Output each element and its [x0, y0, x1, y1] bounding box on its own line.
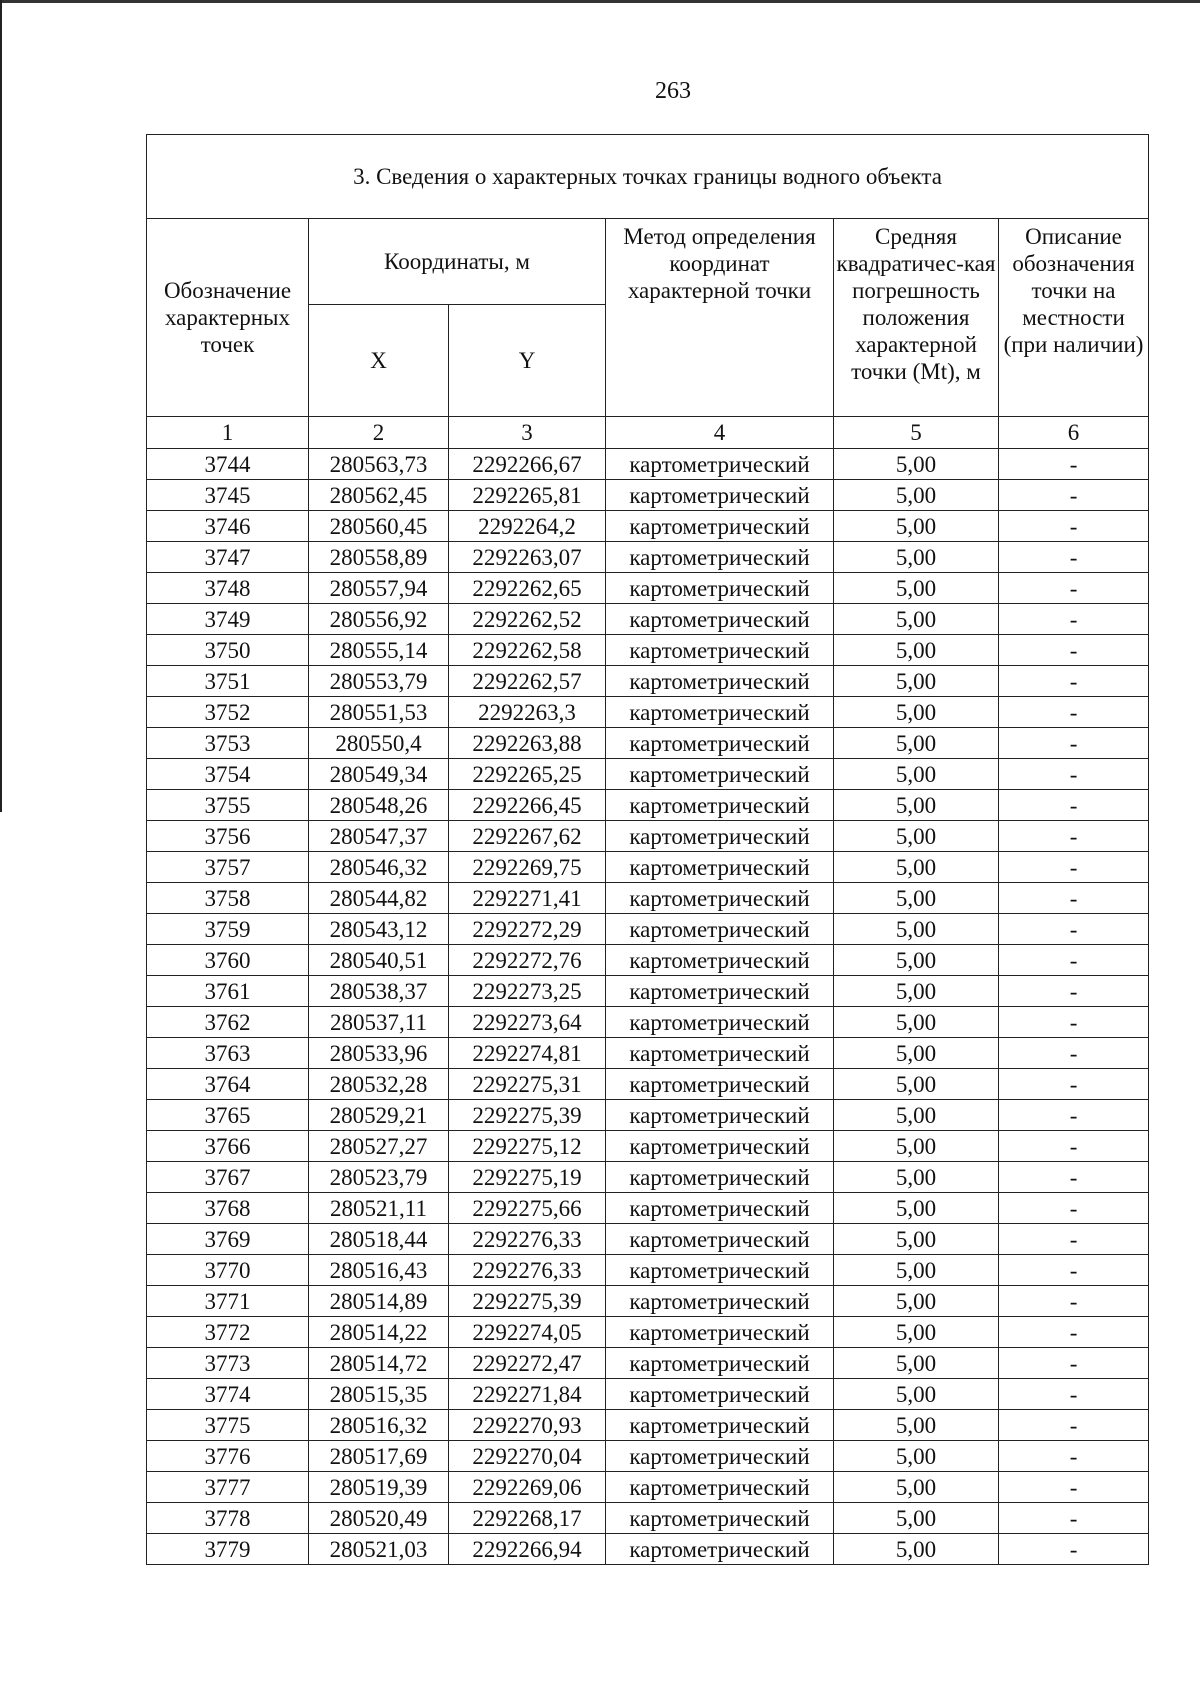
- method-cell: картометрический: [606, 480, 834, 511]
- mean-error-cell: 5,00: [834, 1069, 999, 1100]
- column-numbers-row: [147, 417, 1149, 449]
- mean-error-cell: 5,00: [834, 1255, 999, 1286]
- table-row: [147, 1100, 1149, 1131]
- x-coordinate-cell: 280547,37: [309, 821, 449, 852]
- method-cell: картометрический: [606, 1410, 834, 1441]
- table-row: [147, 542, 1149, 573]
- column-number: 1: [147, 417, 309, 449]
- y-coordinate-cell: 2292262,57: [449, 666, 606, 697]
- mean-error-cell: 5,00: [834, 759, 999, 790]
- description-cell: -: [999, 1193, 1149, 1224]
- point-id-cell: 3764: [147, 1069, 309, 1100]
- point-id-cell: 3754: [147, 759, 309, 790]
- point-id-cell: 3766: [147, 1131, 309, 1162]
- description-cell: -: [999, 697, 1149, 728]
- table-row: [147, 1317, 1149, 1348]
- method-cell: картометрический: [606, 1100, 834, 1131]
- table-row: [147, 728, 1149, 759]
- description-cell: -: [999, 1410, 1149, 1441]
- description-cell: -: [999, 1317, 1149, 1348]
- header-mean-error: Средняя квадратичес-кая погрешность положения характерной точки (Mt), м: [834, 219, 999, 417]
- method-cell: картометрический: [606, 573, 834, 604]
- table-row: [147, 976, 1149, 1007]
- table-row: [147, 1286, 1149, 1317]
- table-title: 3. Сведения о характерных точках границы водного объекта: [147, 135, 1149, 219]
- x-coordinate-cell: 280514,22: [309, 1317, 449, 1348]
- table-row: [147, 914, 1149, 945]
- scan-top-edge: [0, 0, 1200, 3]
- y-coordinate-cell: 2292267,62: [449, 821, 606, 852]
- y-coordinate-cell: 2292270,04: [449, 1441, 606, 1472]
- header-point-designation: Обозначение характерных точек: [147, 219, 309, 417]
- point-id-cell: 3775: [147, 1410, 309, 1441]
- point-id-cell: 3776: [147, 1441, 309, 1472]
- point-id-cell: 3745: [147, 480, 309, 511]
- x-coordinate-cell: 280543,12: [309, 914, 449, 945]
- x-coordinate-cell: 280521,11: [309, 1193, 449, 1224]
- y-coordinate-cell: 2292271,41: [449, 883, 606, 914]
- x-coordinate-cell: 280562,45: [309, 480, 449, 511]
- y-coordinate-cell: 2292272,76: [449, 945, 606, 976]
- header-method: Метод определения координат характерной точки: [606, 219, 834, 417]
- table-row: [147, 480, 1149, 511]
- y-coordinate-cell: 2292272,47: [449, 1348, 606, 1379]
- description-cell: -: [999, 1162, 1149, 1193]
- method-cell: картометрический: [606, 1255, 834, 1286]
- x-coordinate-cell: 280520,49: [309, 1503, 449, 1534]
- mean-error-cell: 5,00: [834, 1286, 999, 1317]
- description-cell: -: [999, 604, 1149, 635]
- method-cell: картометрический: [606, 1534, 834, 1565]
- description-cell: -: [999, 1286, 1149, 1317]
- description-cell: -: [999, 945, 1149, 976]
- description-cell: -: [999, 1100, 1149, 1131]
- point-id-cell: 3765: [147, 1100, 309, 1131]
- method-cell: картометрический: [606, 852, 834, 883]
- mean-error-cell: 5,00: [834, 1503, 999, 1534]
- description-cell: -: [999, 480, 1149, 511]
- method-cell: картометрический: [606, 883, 834, 914]
- point-id-cell: 3761: [147, 976, 309, 1007]
- y-coordinate-cell: 2292263,88: [449, 728, 606, 759]
- x-coordinate-cell: 280557,94: [309, 573, 449, 604]
- method-cell: картометрический: [606, 697, 834, 728]
- description-cell: -: [999, 1472, 1149, 1503]
- mean-error-cell: 5,00: [834, 1131, 999, 1162]
- method-cell: картометрический: [606, 1379, 834, 1410]
- description-cell: -: [999, 511, 1149, 542]
- description-cell: -: [999, 976, 1149, 1007]
- x-coordinate-cell: 280521,03: [309, 1534, 449, 1565]
- y-coordinate-cell: 2292263,3: [449, 697, 606, 728]
- y-coordinate-cell: 2292276,33: [449, 1255, 606, 1286]
- description-cell: -: [999, 573, 1149, 604]
- point-id-cell: 3771: [147, 1286, 309, 1317]
- description-cell: -: [999, 1379, 1149, 1410]
- y-coordinate-cell: 2292275,19: [449, 1162, 606, 1193]
- point-id-cell: 3762: [147, 1007, 309, 1038]
- x-coordinate-cell: 280537,11: [309, 1007, 449, 1038]
- y-coordinate-cell: 2292274,81: [449, 1038, 606, 1069]
- mean-error-cell: 5,00: [834, 604, 999, 635]
- point-id-cell: 3746: [147, 511, 309, 542]
- point-id-cell: 3753: [147, 728, 309, 759]
- y-coordinate-cell: 2292266,45: [449, 790, 606, 821]
- table-row: [147, 1069, 1149, 1100]
- point-id-cell: 3768: [147, 1193, 309, 1224]
- method-cell: картометрический: [606, 1038, 834, 1069]
- method-cell: картометрический: [606, 728, 834, 759]
- table-row: [147, 1162, 1149, 1193]
- x-coordinate-cell: 280516,32: [309, 1410, 449, 1441]
- x-coordinate-cell: 280560,45: [309, 511, 449, 542]
- mean-error-cell: 5,00: [834, 666, 999, 697]
- table-row: [147, 1410, 1149, 1441]
- x-coordinate-cell: 280548,26: [309, 790, 449, 821]
- mean-error-cell: 5,00: [834, 1193, 999, 1224]
- method-cell: картометрический: [606, 604, 834, 635]
- mean-error-cell: 5,00: [834, 1379, 999, 1410]
- y-coordinate-cell: 2292262,52: [449, 604, 606, 635]
- y-coordinate-cell: 2292263,07: [449, 542, 606, 573]
- description-cell: -: [999, 666, 1149, 697]
- table-row: [147, 1379, 1149, 1410]
- mean-error-cell: 5,00: [834, 449, 999, 480]
- description-cell: -: [999, 1038, 1149, 1069]
- mean-error-cell: 5,00: [834, 945, 999, 976]
- x-coordinate-cell: 280540,51: [309, 945, 449, 976]
- table-row: [147, 1007, 1149, 1038]
- description-cell: -: [999, 1069, 1149, 1100]
- table-row: [147, 697, 1149, 728]
- column-number: 5: [834, 417, 999, 449]
- method-cell: картометрический: [606, 1131, 834, 1162]
- method-cell: картометрический: [606, 542, 834, 573]
- column-number: 3: [449, 417, 606, 449]
- point-id-cell: 3749: [147, 604, 309, 635]
- x-coordinate-cell: 280532,28: [309, 1069, 449, 1100]
- x-coordinate-cell: 280514,89: [309, 1286, 449, 1317]
- description-cell: -: [999, 852, 1149, 883]
- point-id-cell: 3758: [147, 883, 309, 914]
- point-id-cell: 3750: [147, 635, 309, 666]
- description-cell: -: [999, 728, 1149, 759]
- table-row: [147, 1038, 1149, 1069]
- point-id-cell: 3773: [147, 1348, 309, 1379]
- mean-error-cell: 5,00: [834, 914, 999, 945]
- table-row: [147, 666, 1149, 697]
- point-id-cell: 3769: [147, 1224, 309, 1255]
- x-coordinate-cell: 280517,69: [309, 1441, 449, 1472]
- point-id-cell: 3777: [147, 1472, 309, 1503]
- table-row: [147, 883, 1149, 914]
- boundary-points-table: [146, 134, 1149, 1565]
- method-cell: картометрический: [606, 1472, 834, 1503]
- x-coordinate-cell: 280546,32: [309, 852, 449, 883]
- y-coordinate-cell: 2292269,06: [449, 1472, 606, 1503]
- table-row: [147, 1255, 1149, 1286]
- column-number: 4: [606, 417, 834, 449]
- y-coordinate-cell: 2292262,58: [449, 635, 606, 666]
- mean-error-cell: 5,00: [834, 728, 999, 759]
- mean-error-cell: 5,00: [834, 697, 999, 728]
- mean-error-cell: 5,00: [834, 790, 999, 821]
- method-cell: картометрический: [606, 945, 834, 976]
- description-cell: -: [999, 1503, 1149, 1534]
- column-number: 2: [309, 417, 449, 449]
- table-row: [147, 1441, 1149, 1472]
- method-cell: картометрический: [606, 1503, 834, 1534]
- x-coordinate-cell: 280550,4: [309, 728, 449, 759]
- mean-error-cell: 5,00: [834, 480, 999, 511]
- table-row: [147, 1193, 1149, 1224]
- mean-error-cell: 5,00: [834, 883, 999, 914]
- table-row: [147, 511, 1149, 542]
- point-id-cell: 3752: [147, 697, 309, 728]
- mean-error-cell: 5,00: [834, 573, 999, 604]
- mean-error-cell: 5,00: [834, 1441, 999, 1472]
- method-cell: картометрический: [606, 914, 834, 945]
- page-number: 263: [655, 78, 691, 104]
- header-coordinates: Координаты, м: [309, 219, 606, 305]
- y-coordinate-cell: 2292262,65: [449, 573, 606, 604]
- scan-left-edge: [0, 0, 2, 812]
- point-id-cell: 3759: [147, 914, 309, 945]
- mean-error-cell: 5,00: [834, 542, 999, 573]
- column-number: 6: [999, 417, 1149, 449]
- method-cell: картометрический: [606, 666, 834, 697]
- table-row: [147, 1534, 1149, 1565]
- x-coordinate-cell: 280515,35: [309, 1379, 449, 1410]
- y-coordinate-cell: 2292275,39: [449, 1286, 606, 1317]
- method-cell: картометрический: [606, 1286, 834, 1317]
- mean-error-cell: 5,00: [834, 821, 999, 852]
- mean-error-cell: 5,00: [834, 1162, 999, 1193]
- y-coordinate-cell: 2292273,25: [449, 976, 606, 1007]
- description-cell: -: [999, 883, 1149, 914]
- mean-error-cell: 5,00: [834, 1410, 999, 1441]
- table-row: [147, 573, 1149, 604]
- x-coordinate-cell: 280516,43: [309, 1255, 449, 1286]
- table-row: [147, 604, 1149, 635]
- x-coordinate-cell: 280551,53: [309, 697, 449, 728]
- x-coordinate-cell: 280553,79: [309, 666, 449, 697]
- mean-error-cell: 5,00: [834, 976, 999, 1007]
- y-coordinate-cell: 2292265,25: [449, 759, 606, 790]
- x-coordinate-cell: 280555,14: [309, 635, 449, 666]
- method-cell: картометрический: [606, 821, 834, 852]
- mean-error-cell: 5,00: [834, 1534, 999, 1565]
- mean-error-cell: 5,00: [834, 635, 999, 666]
- method-cell: картометрический: [606, 1007, 834, 1038]
- point-id-cell: 3774: [147, 1379, 309, 1410]
- x-coordinate-cell: 280563,73: [309, 449, 449, 480]
- description-cell: -: [999, 1534, 1149, 1565]
- description-cell: -: [999, 1224, 1149, 1255]
- y-coordinate-cell: 2292265,81: [449, 480, 606, 511]
- description-cell: -: [999, 542, 1149, 573]
- table-row: [147, 449, 1149, 480]
- mean-error-cell: 5,00: [834, 1007, 999, 1038]
- y-coordinate-cell: 2292275,66: [449, 1193, 606, 1224]
- description-cell: -: [999, 1255, 1149, 1286]
- table-row: [147, 790, 1149, 821]
- table-body: [147, 449, 1149, 1565]
- method-cell: картометрический: [606, 1317, 834, 1348]
- point-id-cell: 3757: [147, 852, 309, 883]
- y-coordinate-cell: 2292276,33: [449, 1224, 606, 1255]
- point-id-cell: 3778: [147, 1503, 309, 1534]
- method-cell: картометрический: [606, 1162, 834, 1193]
- point-id-cell: 3744: [147, 449, 309, 480]
- description-cell: -: [999, 1441, 1149, 1472]
- x-coordinate-cell: 280558,89: [309, 542, 449, 573]
- point-id-cell: 3767: [147, 1162, 309, 1193]
- method-cell: картометрический: [606, 511, 834, 542]
- description-cell: -: [999, 914, 1149, 945]
- description-cell: -: [999, 1348, 1149, 1379]
- method-cell: картометрический: [606, 976, 834, 1007]
- method-cell: картометрический: [606, 1348, 834, 1379]
- mean-error-cell: 5,00: [834, 1038, 999, 1069]
- header-y: Y: [449, 305, 606, 417]
- table-row: [147, 1348, 1149, 1379]
- table-row: [147, 1503, 1149, 1534]
- x-coordinate-cell: 280544,82: [309, 883, 449, 914]
- point-id-cell: 3760: [147, 945, 309, 976]
- description-cell: -: [999, 449, 1149, 480]
- x-coordinate-cell: 280529,21: [309, 1100, 449, 1131]
- mean-error-cell: 5,00: [834, 511, 999, 542]
- method-cell: картометрический: [606, 1441, 834, 1472]
- x-coordinate-cell: 280538,37: [309, 976, 449, 1007]
- description-cell: -: [999, 635, 1149, 666]
- table-row: [147, 1131, 1149, 1162]
- y-coordinate-cell: 2292272,29: [449, 914, 606, 945]
- y-coordinate-cell: 2292268,17: [449, 1503, 606, 1534]
- y-coordinate-cell: 2292273,64: [449, 1007, 606, 1038]
- y-coordinate-cell: 2292269,75: [449, 852, 606, 883]
- mean-error-cell: 5,00: [834, 1100, 999, 1131]
- table-row: [147, 759, 1149, 790]
- x-coordinate-cell: 280556,92: [309, 604, 449, 635]
- method-cell: картометрический: [606, 1193, 834, 1224]
- point-id-cell: 3772: [147, 1317, 309, 1348]
- y-coordinate-cell: 2292274,05: [449, 1317, 606, 1348]
- header-x: X: [309, 305, 449, 417]
- description-cell: -: [999, 1007, 1149, 1038]
- x-coordinate-cell: 280523,79: [309, 1162, 449, 1193]
- method-cell: картометрический: [606, 1069, 834, 1100]
- y-coordinate-cell: 2292270,93: [449, 1410, 606, 1441]
- table-row: [147, 1472, 1149, 1503]
- method-cell: картометрический: [606, 635, 834, 666]
- method-cell: картометрический: [606, 759, 834, 790]
- description-cell: -: [999, 759, 1149, 790]
- table-row: [147, 635, 1149, 666]
- method-cell: картометрический: [606, 1224, 834, 1255]
- point-id-cell: 3763: [147, 1038, 309, 1069]
- mean-error-cell: 5,00: [834, 852, 999, 883]
- method-cell: картометрический: [606, 790, 834, 821]
- point-id-cell: 3756: [147, 821, 309, 852]
- point-id-cell: 3751: [147, 666, 309, 697]
- y-coordinate-cell: 2292266,67: [449, 449, 606, 480]
- table-row: [147, 1224, 1149, 1255]
- point-id-cell: 3748: [147, 573, 309, 604]
- x-coordinate-cell: 280519,39: [309, 1472, 449, 1503]
- mean-error-cell: 5,00: [834, 1224, 999, 1255]
- point-id-cell: 3779: [147, 1534, 309, 1565]
- point-id-cell: 3747: [147, 542, 309, 573]
- y-coordinate-cell: 2292264,2: [449, 511, 606, 542]
- y-coordinate-cell: 2292266,94: [449, 1534, 606, 1565]
- x-coordinate-cell: 280518,44: [309, 1224, 449, 1255]
- header-description: Описание обозначения точки на местности (при наличии): [999, 219, 1149, 417]
- y-coordinate-cell: 2292271,84: [449, 1379, 606, 1410]
- x-coordinate-cell: 280514,72: [309, 1348, 449, 1379]
- mean-error-cell: 5,00: [834, 1317, 999, 1348]
- description-cell: -: [999, 821, 1149, 852]
- y-coordinate-cell: 2292275,12: [449, 1131, 606, 1162]
- y-coordinate-cell: 2292275,39: [449, 1100, 606, 1131]
- y-coordinate-cell: 2292275,31: [449, 1069, 606, 1100]
- method-cell: картометрический: [606, 449, 834, 480]
- x-coordinate-cell: 280549,34: [309, 759, 449, 790]
- mean-error-cell: 5,00: [834, 1348, 999, 1379]
- point-id-cell: 3770: [147, 1255, 309, 1286]
- table-row: [147, 945, 1149, 976]
- description-cell: -: [999, 790, 1149, 821]
- x-coordinate-cell: 280533,96: [309, 1038, 449, 1069]
- mean-error-cell: 5,00: [834, 1472, 999, 1503]
- table-row: [147, 821, 1149, 852]
- point-id-cell: 3755: [147, 790, 309, 821]
- x-coordinate-cell: 280527,27: [309, 1131, 449, 1162]
- table-row: [147, 852, 1149, 883]
- description-cell: -: [999, 1131, 1149, 1162]
